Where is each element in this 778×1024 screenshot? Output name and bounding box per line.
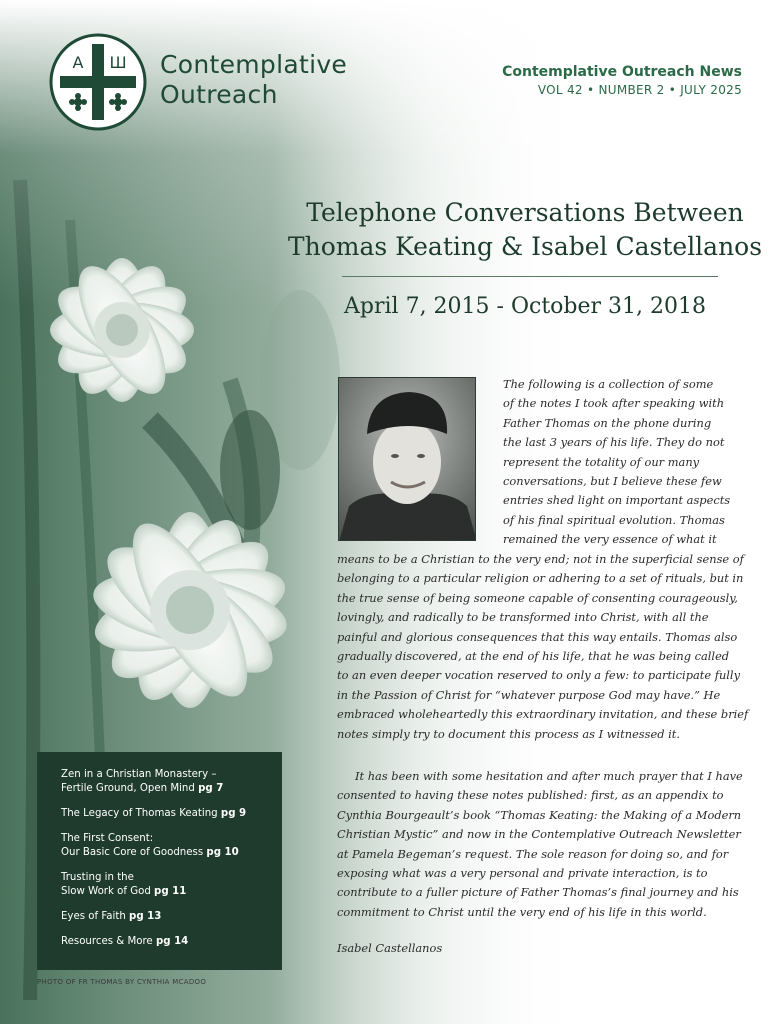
text-line: represent the totality of our many [503,454,700,469]
toc-item-page: pg 9 [220,808,247,819]
article-intro-wrapped [503,375,730,550]
text-line: gradually discovered, at the end of his life, that he was being called [337,649,730,664]
toc-item-title: Fertile Ground, Open Mind [61,783,195,794]
toc-item-title: Eyes of Faith [61,911,126,922]
toc-item-title: Resources & More [61,936,153,947]
text-line: lovingly, and radically to be transformed into Christ, with all the [337,610,709,625]
publication-title: Contemplative Outreach News [502,64,742,80]
text-line: The following is a collection of some [503,377,714,391]
article-dates: April 7, 2015 - October 31, 2018 [344,294,706,319]
text-line: belonging to a particular religion or adhering to a set of rituals, but in [337,571,744,586]
toc-item[interactable] [61,832,264,860]
toc-item[interactable] [61,871,264,899]
text-line: Cynthia Bourgeault’s book “Thomas Keating: the Making of a Modern [337,807,742,822]
text-line: consented to having these notes published: first, as an appendix to [337,788,724,803]
text-line: Father Thomas on the phone during [503,415,712,430]
masthead [502,62,742,98]
toc-item-page: pg 13 [129,911,162,922]
text-line: It has been with some hesitation and after much prayer that I have [355,769,743,783]
toc-item-page: pg 7 [198,783,224,794]
organization-name[interactable] [160,50,347,110]
photo-credit: PHOTO OF FR THOMAS BY CYNTHIA MCADOO [37,978,207,986]
text-line: to an even deeper vocation reserved to only a few: to participate fully [337,668,740,683]
text-line: notes simply try to document this process as I witnessed it. [337,726,680,741]
toc-item-title: Our Basic Core of Goodness [61,847,204,858]
text-line: in the Passion of Christ for “whatever purpose God may have.” He [337,687,721,702]
toc-item[interactable] [61,807,264,821]
text-line: means to be a Christian to the very end; not in the superficial sense of [337,552,744,566]
portrait-photo [338,377,476,541]
toc-item[interactable] [61,768,264,796]
text-line: the last 3 years of his life. They do not [503,435,725,450]
text-line: conversations, but I believe these few [503,474,722,489]
text-line: entries shed light on important aspects [503,493,731,508]
text-line: Christian Mystic” and now in the Contemplative Outreach Newsletter [337,827,741,842]
text-line: the true sense of being someone capable of consenting courageously, [337,590,738,605]
toc-item-page: pg 11 [154,886,187,897]
table-of-contents [37,752,282,970]
toc-item-line1: Zen in a Christian Monastery – [61,769,217,780]
organization-name-line2: Outreach [160,80,278,109]
article-title [280,196,770,264]
toc-item-title: The Legacy of Thomas Keating [61,808,218,819]
article-title-line2: Thomas Keating & Isabel Castellanos [287,232,763,261]
text-line: remained the very essence of what it [503,532,717,547]
author-signature: Isabel Castellanos [337,941,443,955]
issue-info: VOL 42 • NUMBER 2 • JULY 2025 [537,83,742,97]
text-line: at Pamela Begeman’s request. The sole reason for doing so, and for [337,846,729,861]
toc-item-line1: The First Consent: [61,833,154,844]
toc-item[interactable] [61,910,264,924]
logo-alpha: A [72,53,84,72]
article-paragraph-1 [337,550,748,744]
title-divider [342,276,718,277]
text-line: painful and glorious consequences that this way entails. Thomas also [337,629,738,644]
organization-name-line1: Contemplative [160,50,348,79]
text-line: of the notes I took after speaking with [503,396,725,411]
logo-omega: Ш [109,53,127,72]
toc-item-title: Slow Work of God [61,886,151,897]
article-paragraph-2 [337,767,743,922]
text-line: commitment to Christ until the very end of his life in this world. [337,904,707,919]
text-line: of his final spiritual evolution. Thomas [503,512,725,527]
text-line: embraced wholeheartedly this extraordinary invitation, and these brief [337,707,749,722]
toc-item[interactable] [61,935,264,949]
text-line: exposing what was a very personal and private interaction, is to [337,866,708,881]
article-title-line1: Telephone Conversations Between [306,198,744,227]
logo-cross-icon[interactable] [48,32,148,132]
toc-item-line1: Trusting in the [61,872,134,883]
toc-item-page: pg 14 [155,936,189,947]
text-line: contribute to a fuller picture of Father Thomas’s final journey and his [337,885,739,900]
toc-item-page: pg 10 [206,847,239,858]
